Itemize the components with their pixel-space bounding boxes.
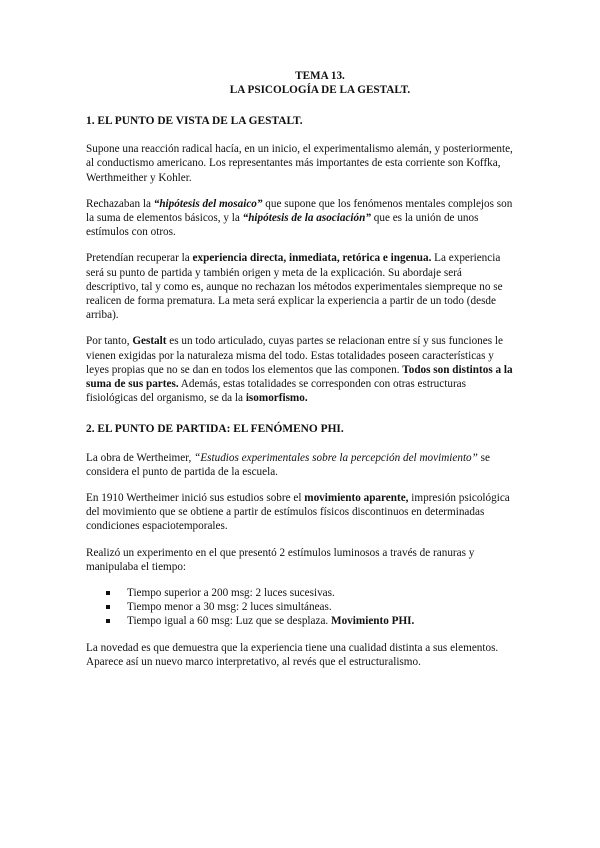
section-1-heading: 1. EL PUNTO DE VISTA DE LA GESTALT.	[86, 115, 303, 127]
text: es un todo articulado, cuyas partes se relacionan entre sí y sus funciones le vienen exigidas por la naturaleza misma del todo. Estas totalidades poseen características y leyes propias que no se dan en todos los elementos que las componen.	[86, 335, 503, 376]
title-line-2: LA PSICOLOGÍA DE LA GESTALT.	[229, 83, 411, 96]
list-item-text: Tiempo superior a 200 msg: 2 luces sucesivas.	[127, 587, 335, 600]
list-item	[106, 614, 514, 628]
text: Además, estas totalidades se corresponden con otras estructuras fisiológicas del organismo, se da la	[86, 378, 466, 405]
section-1-paragraph-3	[86, 251, 514, 322]
section-1-paragraph-1: Supone una reacción radical hacía, en un inicio, el experimentalismo alemán, y posteriormente, al conductismo americano. Los representantes más importantes de esta corriente son Koffka, Werthmeither y Kohler.	[86, 143, 513, 184]
text: La obra de Wertheimer,	[86, 451, 195, 464]
gestalt-term: Gestalt	[132, 335, 167, 348]
text: En 1910 Wertheimer inició sus estudios sobre el	[86, 492, 305, 505]
text: que supone que los fenómenos mentales complejos son la suma de elementos básicos, y la	[86, 197, 513, 225]
section-2-heading: 2. EL PUNTO DE PARTIDA: EL FENÓMENO PHI.	[86, 423, 344, 436]
bullet-list	[86, 586, 514, 629]
section-1-paragraph-2	[86, 197, 514, 240]
section-1-paragraph-4	[86, 334, 514, 405]
list-item-text: Tiempo igual a 60 msg: Luz que se desplaza.	[127, 615, 332, 628]
section-2-paragraph-1	[86, 451, 514, 479]
section-2-paragraph-3: Realizó un experimento en el que presentó 2 estímulos luminosos a través de ranuras y manipulaba el tiempo:	[86, 546, 475, 573]
bold-phrase: Movimiento PHI.	[331, 615, 415, 628]
section-2-paragraph-2	[86, 491, 514, 534]
text: La experiencia será su punto de partida y también origen y meta de la explicación. Su abordaje será descriptivo, tal y como es, aunque no rechazan los métodos experimentales siempreque no se realicen de forma prematura. La meta será explicar la experiencia a partir de un todo (desde arriba).	[86, 252, 503, 322]
list-item	[106, 600, 514, 614]
text: se considera el punto de partida de la escuela.	[86, 451, 490, 478]
bold-phrase: Todos son distintos a la suma de sus partes.	[86, 363, 513, 391]
isomorfismo-term: isomorfismo.	[245, 392, 308, 405]
bold-phrase: movimiento aparente,	[304, 492, 409, 505]
mosaic-hypothesis: “hipótesis del mosaico”	[153, 197, 263, 210]
text: que es la unión de unos estímulos con otros.	[86, 212, 479, 239]
text: Rechazaban la	[86, 197, 154, 210]
bullet-icon	[106, 605, 110, 609]
bullet-icon	[106, 591, 110, 595]
list-item	[106, 586, 514, 600]
book-title: “Estudios experimentales sobre la percepción del movimiento”	[194, 451, 478, 464]
bullet-icon	[106, 619, 110, 623]
association-hypothesis: “hipótesis de la asociación”	[242, 212, 371, 225]
list-item-text: Tiempo menor a 30 msg: 2 luces simultáneas.	[127, 601, 332, 614]
document-page	[86, 70, 514, 681]
text: Por tanto,	[86, 335, 133, 348]
text: impresión psicológica del movimiento que se obtiene a partir de estímulos físicos discontinuos en determinadas condiciones espaciotemporales.	[86, 492, 510, 533]
bold-phrase: experiencia directa, inmediata, retórica e ingenua.	[192, 252, 432, 265]
text: Pretendían recuperar la	[86, 252, 193, 265]
document-title	[126, 70, 514, 97]
section-2-paragraph-4: La novedad es que demuestra que la experiencia tiene una cualidad distinta a sus elementos. Aparece así un nuevo marco interpretativo, al revés que el estructuralismo.	[86, 641, 499, 668]
title-line-1: TEMA 13.	[295, 70, 345, 82]
